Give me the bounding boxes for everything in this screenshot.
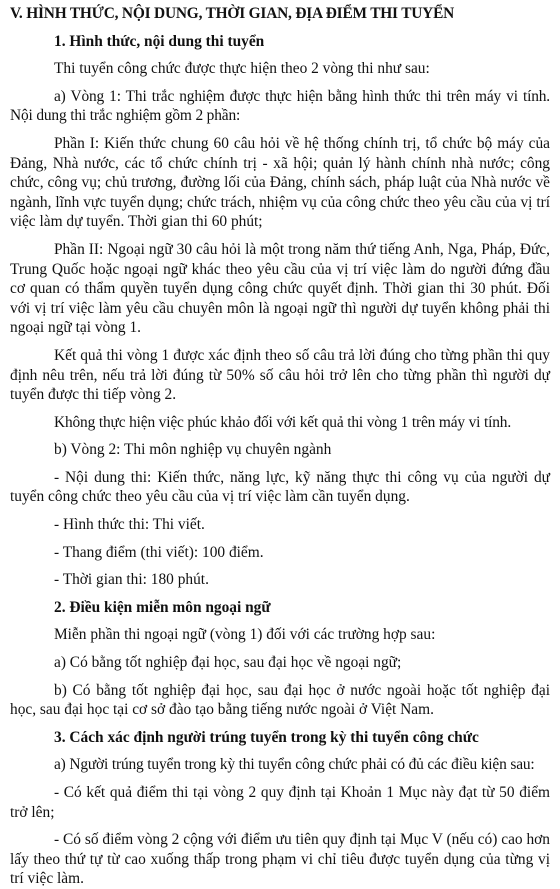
paragraph: Phần II: Ngoại ngữ 30 câu hỏi là một trong năm thứ tiếng Anh, Nga, Pháp, Đức, Trung Quốc hoặc ngoại ngữ khác theo yêu cầu của vị trí việc làm do người đứng đầu cơ quan có thẩm quyền tuyển dụng công chức quyết định. Thời gian thi 30 phút. Đối với vị trí việc làm yêu cầu chuyên môn là ngoại ngữ thì người dự tuyển không phải thi ngoại ngữ tại vòng 1. (10, 240, 550, 337)
paragraph: Miễn phần thi ngoại ngữ (vòng 1) đối với các trường hợp sau: (54, 626, 436, 644)
paragraph: - Có kết quả điểm thi tại vòng 2 quy định tại Khoản 1 Mục này đạt từ 50 điểm trở lên; (10, 784, 550, 821)
paragraph: a) Người trúng tuyển trong kỳ thi tuyển công chức phải có đủ các điều kiện sau: (54, 756, 535, 774)
paragraph: Kết quả thi vòng 1 được xác định theo số câu trả lời đúng cho từng phần thi quy định nêu trên, nếu trả lời đúng từ 50% số câu hỏi trở lên cho từng phần thì người dự tuyển được thi tiếp vòng 2. (10, 346, 550, 404)
paragraph: b) Có bằng tốt nghiệp đại học, sau đại học ở nước ngoài hoặc tốt nghiệp đại học, sau đại học tại cơ sở đào tạo bằng tiếng nước ngoài ở Việt Nam. (10, 681, 550, 719)
paragraph: - Nội dung thi: Kiến thức, năng lực, kỹ năng thực thi công vụ của người dự tuyển công chức theo yêu cầu của vị trí việc làm cần tuyển dụng. (10, 468, 550, 506)
paragraph: Không thực hiện việc phúc khảo đối với kết quả thi vòng 1 trên máy vi tính. (54, 413, 512, 431)
paragraph: a) Có bằng tốt nghiệp đại học, sau đại học về ngoại ngữ; (54, 654, 402, 672)
paragraph: - Hình thức thi: Thi viết. (54, 516, 205, 534)
subheading-trung-tuyen: 3. Cách xác định người trúng tuyển trong kỳ thi tuyển công chức (54, 728, 479, 746)
paragraph: Phần I: Kiến thức chung 60 câu hỏi về hệ thống chính trị, tổ chức bộ máy của Đảng, Nhà nước, các tổ chức chính trị - xã hội; quản lý hành chính nhà nước; công chức, công vụ; chủ trương, đường lối của Đảng, chính sách, pháp luật của Nhà nước về ngành, lĩnh vực tuyển dụng; chức trách, nhiệm vụ của công chức theo yêu cầu của vị trí việc làm dự tuyển. Thời gian thi 60 phút; (10, 134, 550, 231)
paragraph: a) Vòng 1: Thi trắc nghiệm được thực hiện bằng hình thức thi trên máy vi tính. Nội dung thi trắc nghiệm gồm 2 phần: (10, 87, 550, 125)
paragraph: - Thang điểm (thi viết): 100 điểm. (54, 543, 264, 561)
section-title: V. HÌNH THỨC, NỘI DUNG, THỜI GIAN, ĐỊA ĐIỂM THI TUYỂN (10, 5, 455, 22)
paragraph: b) Vòng 2: Thi môn nghiệp vụ chuyên ngành (54, 441, 332, 459)
paragraph: Thi tuyển công chức được thực hiện theo 2 vòng thi như sau: (54, 60, 430, 78)
paragraph: - Có số điểm vòng 2 cộng với điểm ưu tiên quy định tại Mục V (nếu có) cao hơn lấy theo thứ tự từ cao xuống thấp trong phạm vi chỉ tiêu được tuyển dụng của từng vị trí việc làm. (10, 831, 550, 888)
subheading-hinh-thuc: 1. Hình thức, nội dung thi tuyển (54, 32, 265, 50)
subheading-mien-ngoai-ngu: 2. Điều kiện miễn môn ngoại ngữ (54, 598, 271, 616)
paragraph: - Thời gian thi: 180 phút. (54, 571, 209, 589)
